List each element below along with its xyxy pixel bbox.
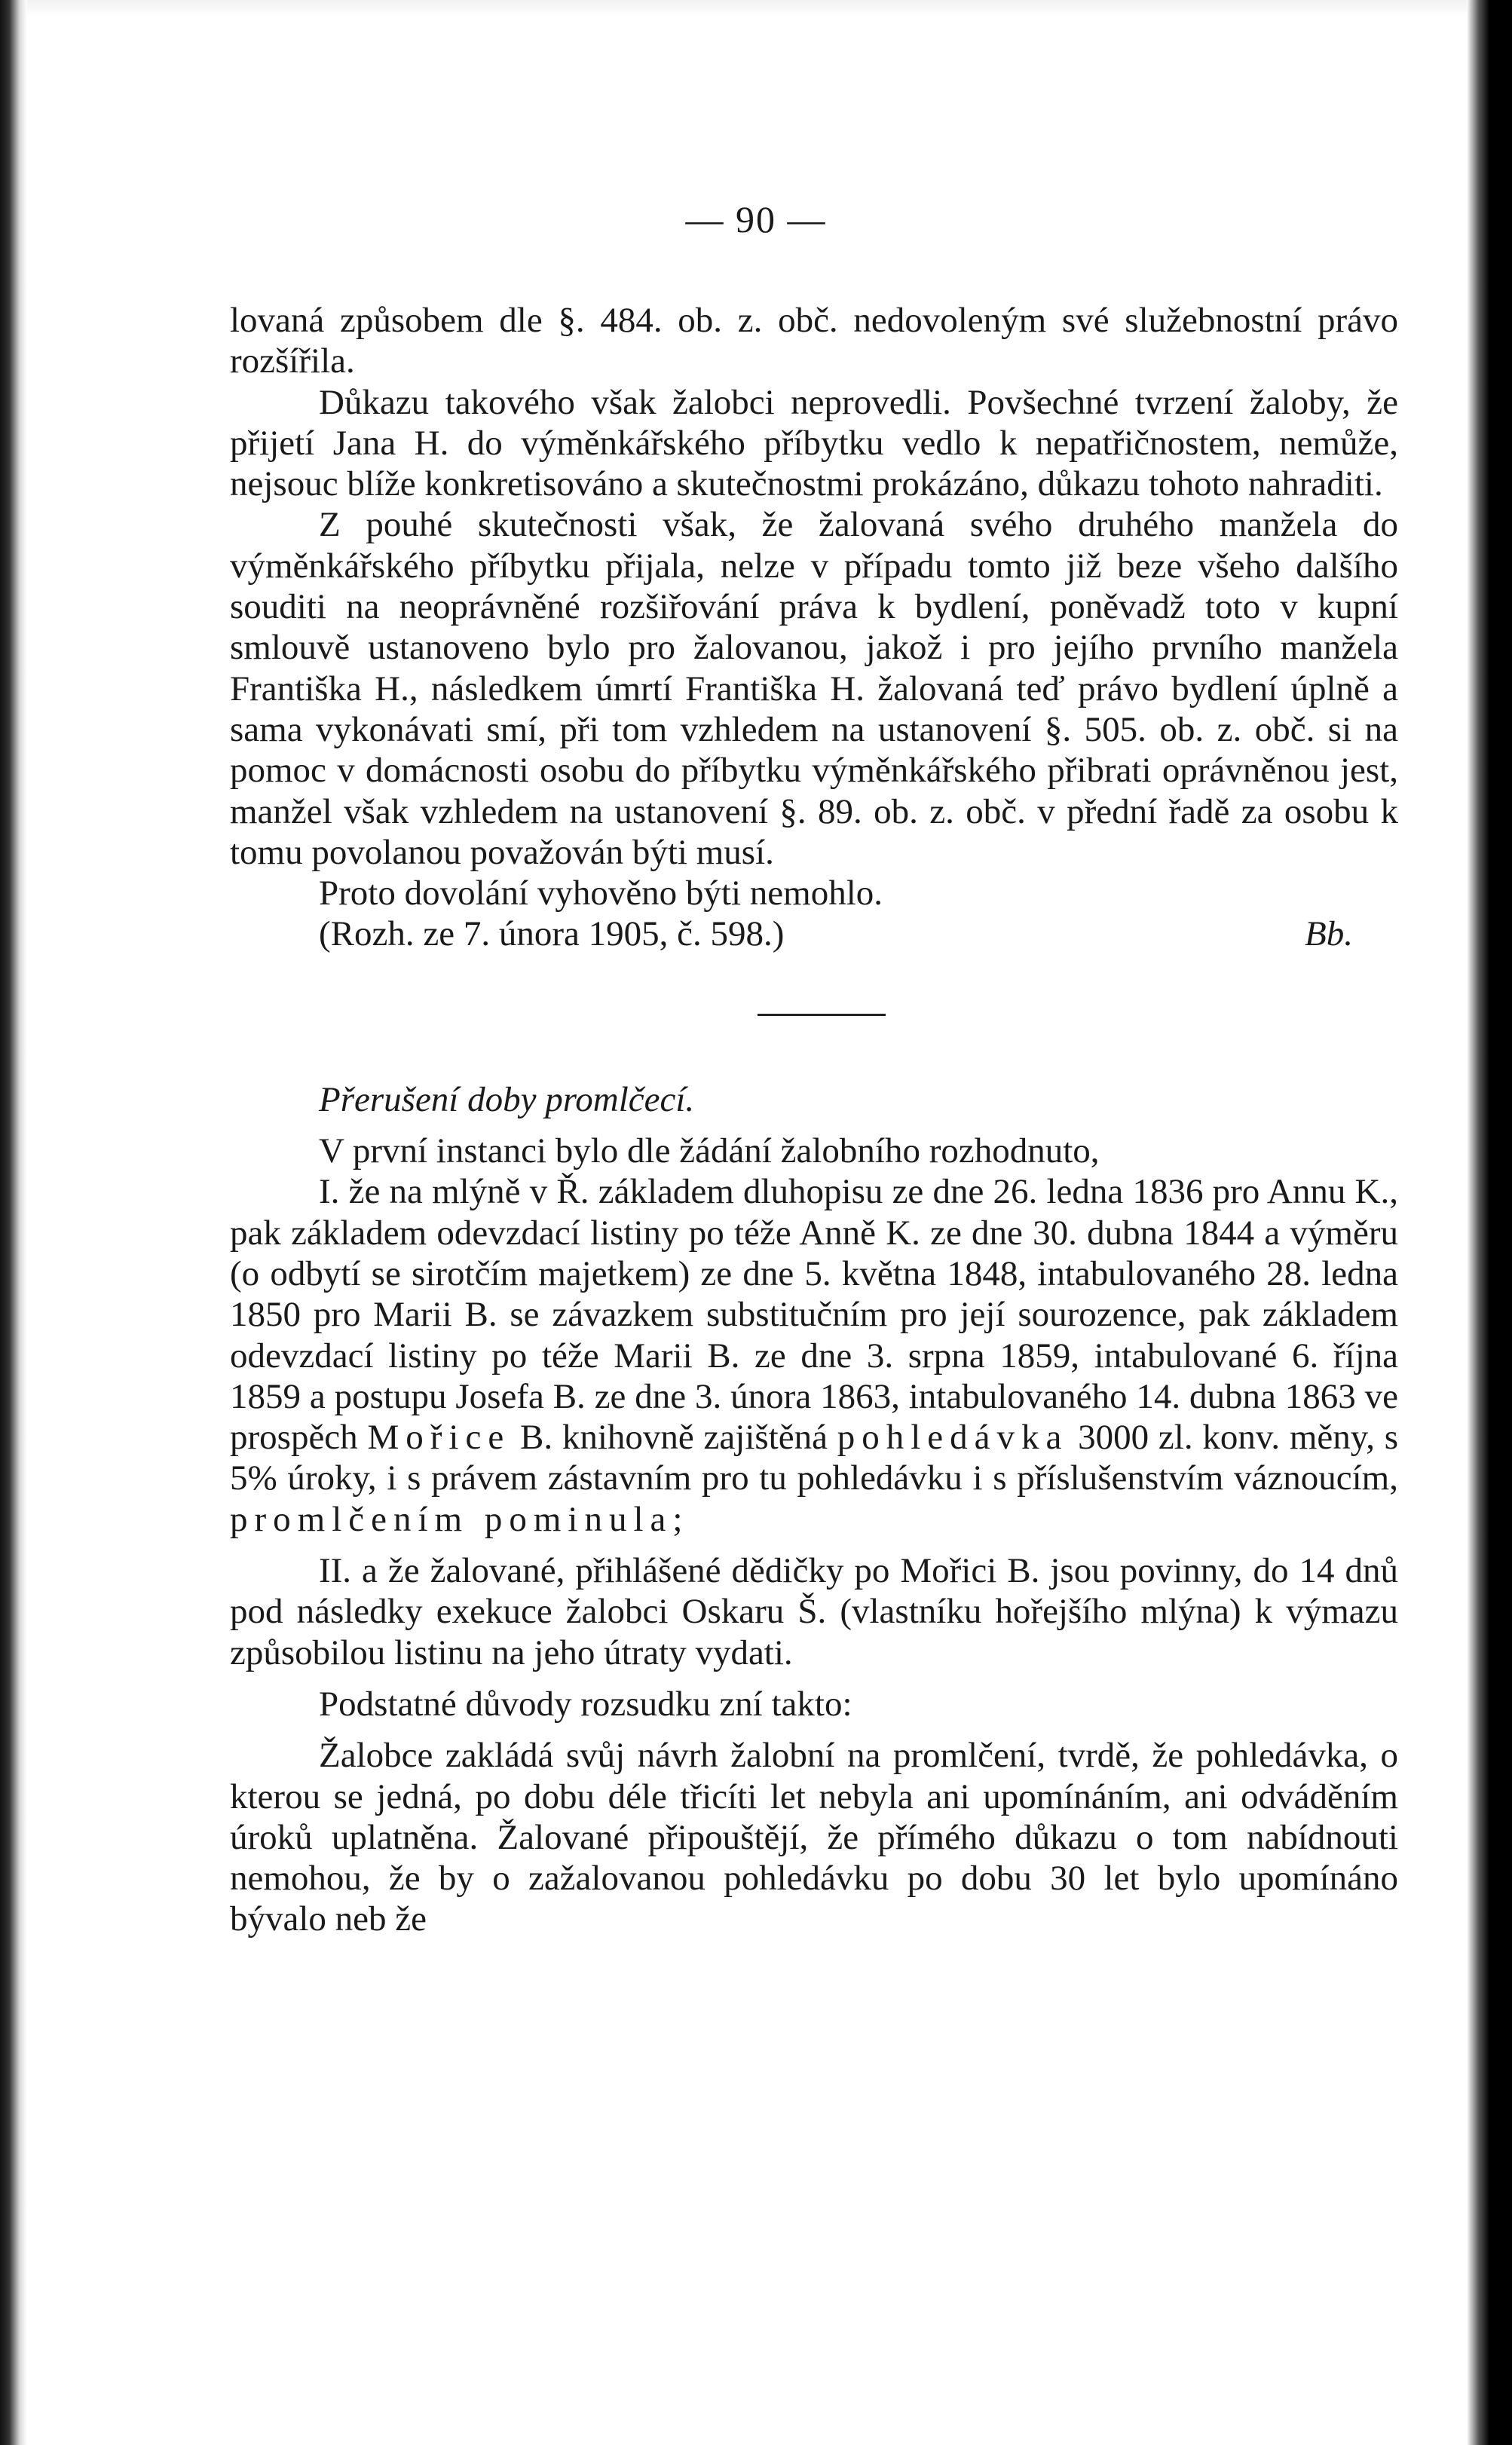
- scan-edge-right: [1467, 0, 1512, 2445]
- section-divider: [758, 1014, 886, 1016]
- paragraph: Proto dovolání vyhověno býti nemohlo.: [319, 874, 883, 913]
- spaced-term: promlčením pominula;: [230, 1499, 690, 1539]
- paragraph: Podstatné důvody rozsudku zní takto:: [319, 1684, 852, 1724]
- author-signature: Bb.: [1305, 914, 1353, 954]
- paragraph-ruling-2: II. a že žalované, přihlášené dědičky po Mořici B. jsou povinny, do 14 dnů pod následky exekuce žalobci Oskaru Š. (vlastníku hořejšího mlýna) k výmazu způsobilou listinu na jeho útraty vydati.: [230, 1551, 1398, 1672]
- scan-edge-left: [0, 0, 27, 2445]
- section-title: Přerušení doby promlčecí.: [319, 1079, 695, 1119]
- page-body: [230, 300, 1398, 1940]
- spaced-name: Mořice: [367, 1418, 511, 1458]
- text-segment: I. že na mlýně v Ř. základem dluhopisu ze dne 26. ledna 1836 pro Annu K., pak základem odevzdací listiny po téže Anně K. ze dne 30. dubna 1844 a výměru (o odbytí se sirotčím majetkem) ze dne 5. května 1848, intabulovaného 28. ledna 1850 pro Marii B. se závazkem substitučním pro její sourozence, pak základem odevzdací listiny po téže Marii B. ze dne 3. srpna 1859, intabulované 6. října 1859 a postupu Josefa B. ze dne 3. února 1863, intabulovaného 14. dubna 1863 ve prospěch: [230, 1172, 1398, 1458]
- citation-row: [230, 913, 1398, 954]
- decision-citation: (Rozh. ze 7. února 1905, č. 598.): [319, 914, 785, 954]
- paragraph: Důkazu takového však žalobci neprovedli. Povšechné tvrzení žaloby, že přijetí Jana H. do výměnkářského příbytku vedlo k nepatřičnostem, nemůže, nejsouc blíže konkretisováno a skutečnostmi prokázáno, důkazu tohoto nahraditi.: [230, 382, 1398, 504]
- paragraph-ruling-1: [230, 1171, 1398, 1540]
- scan-edge-top: [0, 0, 1512, 17]
- paragraph: lovaná způsobem dle §. 484. ob. z. obč. nedovoleným své služebnostní právo rozšířila.: [230, 301, 1398, 381]
- page-number: — 90 —: [685, 198, 827, 240]
- paragraph: V první instanci bylo dle žádání žalobního rozhodnuto,: [319, 1131, 1100, 1171]
- paragraph: Z pouhé skutečnosti však, že žalovaná svého druhého manžela do výměnkářského příbytku přijala, nelze v případu tomto již beze všeho dalšího souditi na neoprávněné rozšiřování práva k bydlení, poněvadž toto v kupní smlouvě ustanoveno bylo pro žalovanou, jakož i pro jejího prvního manžela Františka H., následkem úmrtí Františka H. žalovaná teď právo bydlení úplně a sama vykonávati smí, při tom vzhledem na ustanovení §. 505. ob. z. obč. si na pomoc v domácnosti osobu do příbytku výměnkářského přibrati oprávněnou jest, manžel však vzhledem na ustanovení §. 89. ob. z. obč. v přední řadě za osobu k tomu povolanou považován býti musí.: [230, 505, 1398, 872]
- text-segment: 3000 zl. konv. měny, s 5% úroky, i s právem zástavním pro tu pohledávku i s příslušenstvím váznoucím,: [230, 1418, 1399, 1498]
- spaced-term: pohledávka: [837, 1418, 1069, 1458]
- paragraph: Žalobce zakládá svůj návrh žalobní na promlčení, tvrdě, že pohledávka, o kterou se jedná, po dobu déle třicíti let nebyla ani upomínáním, ani odváděním úroků uplatněna. Žalované připouštějí, že přímého důkazu o tom nabídnouti nemohou, že by o zažalovanou pohledávku po dobu 30 let bylo upomínáno bývalo neb že: [230, 1736, 1398, 1939]
- text-segment: B. knihovně zajištěná: [519, 1418, 828, 1458]
